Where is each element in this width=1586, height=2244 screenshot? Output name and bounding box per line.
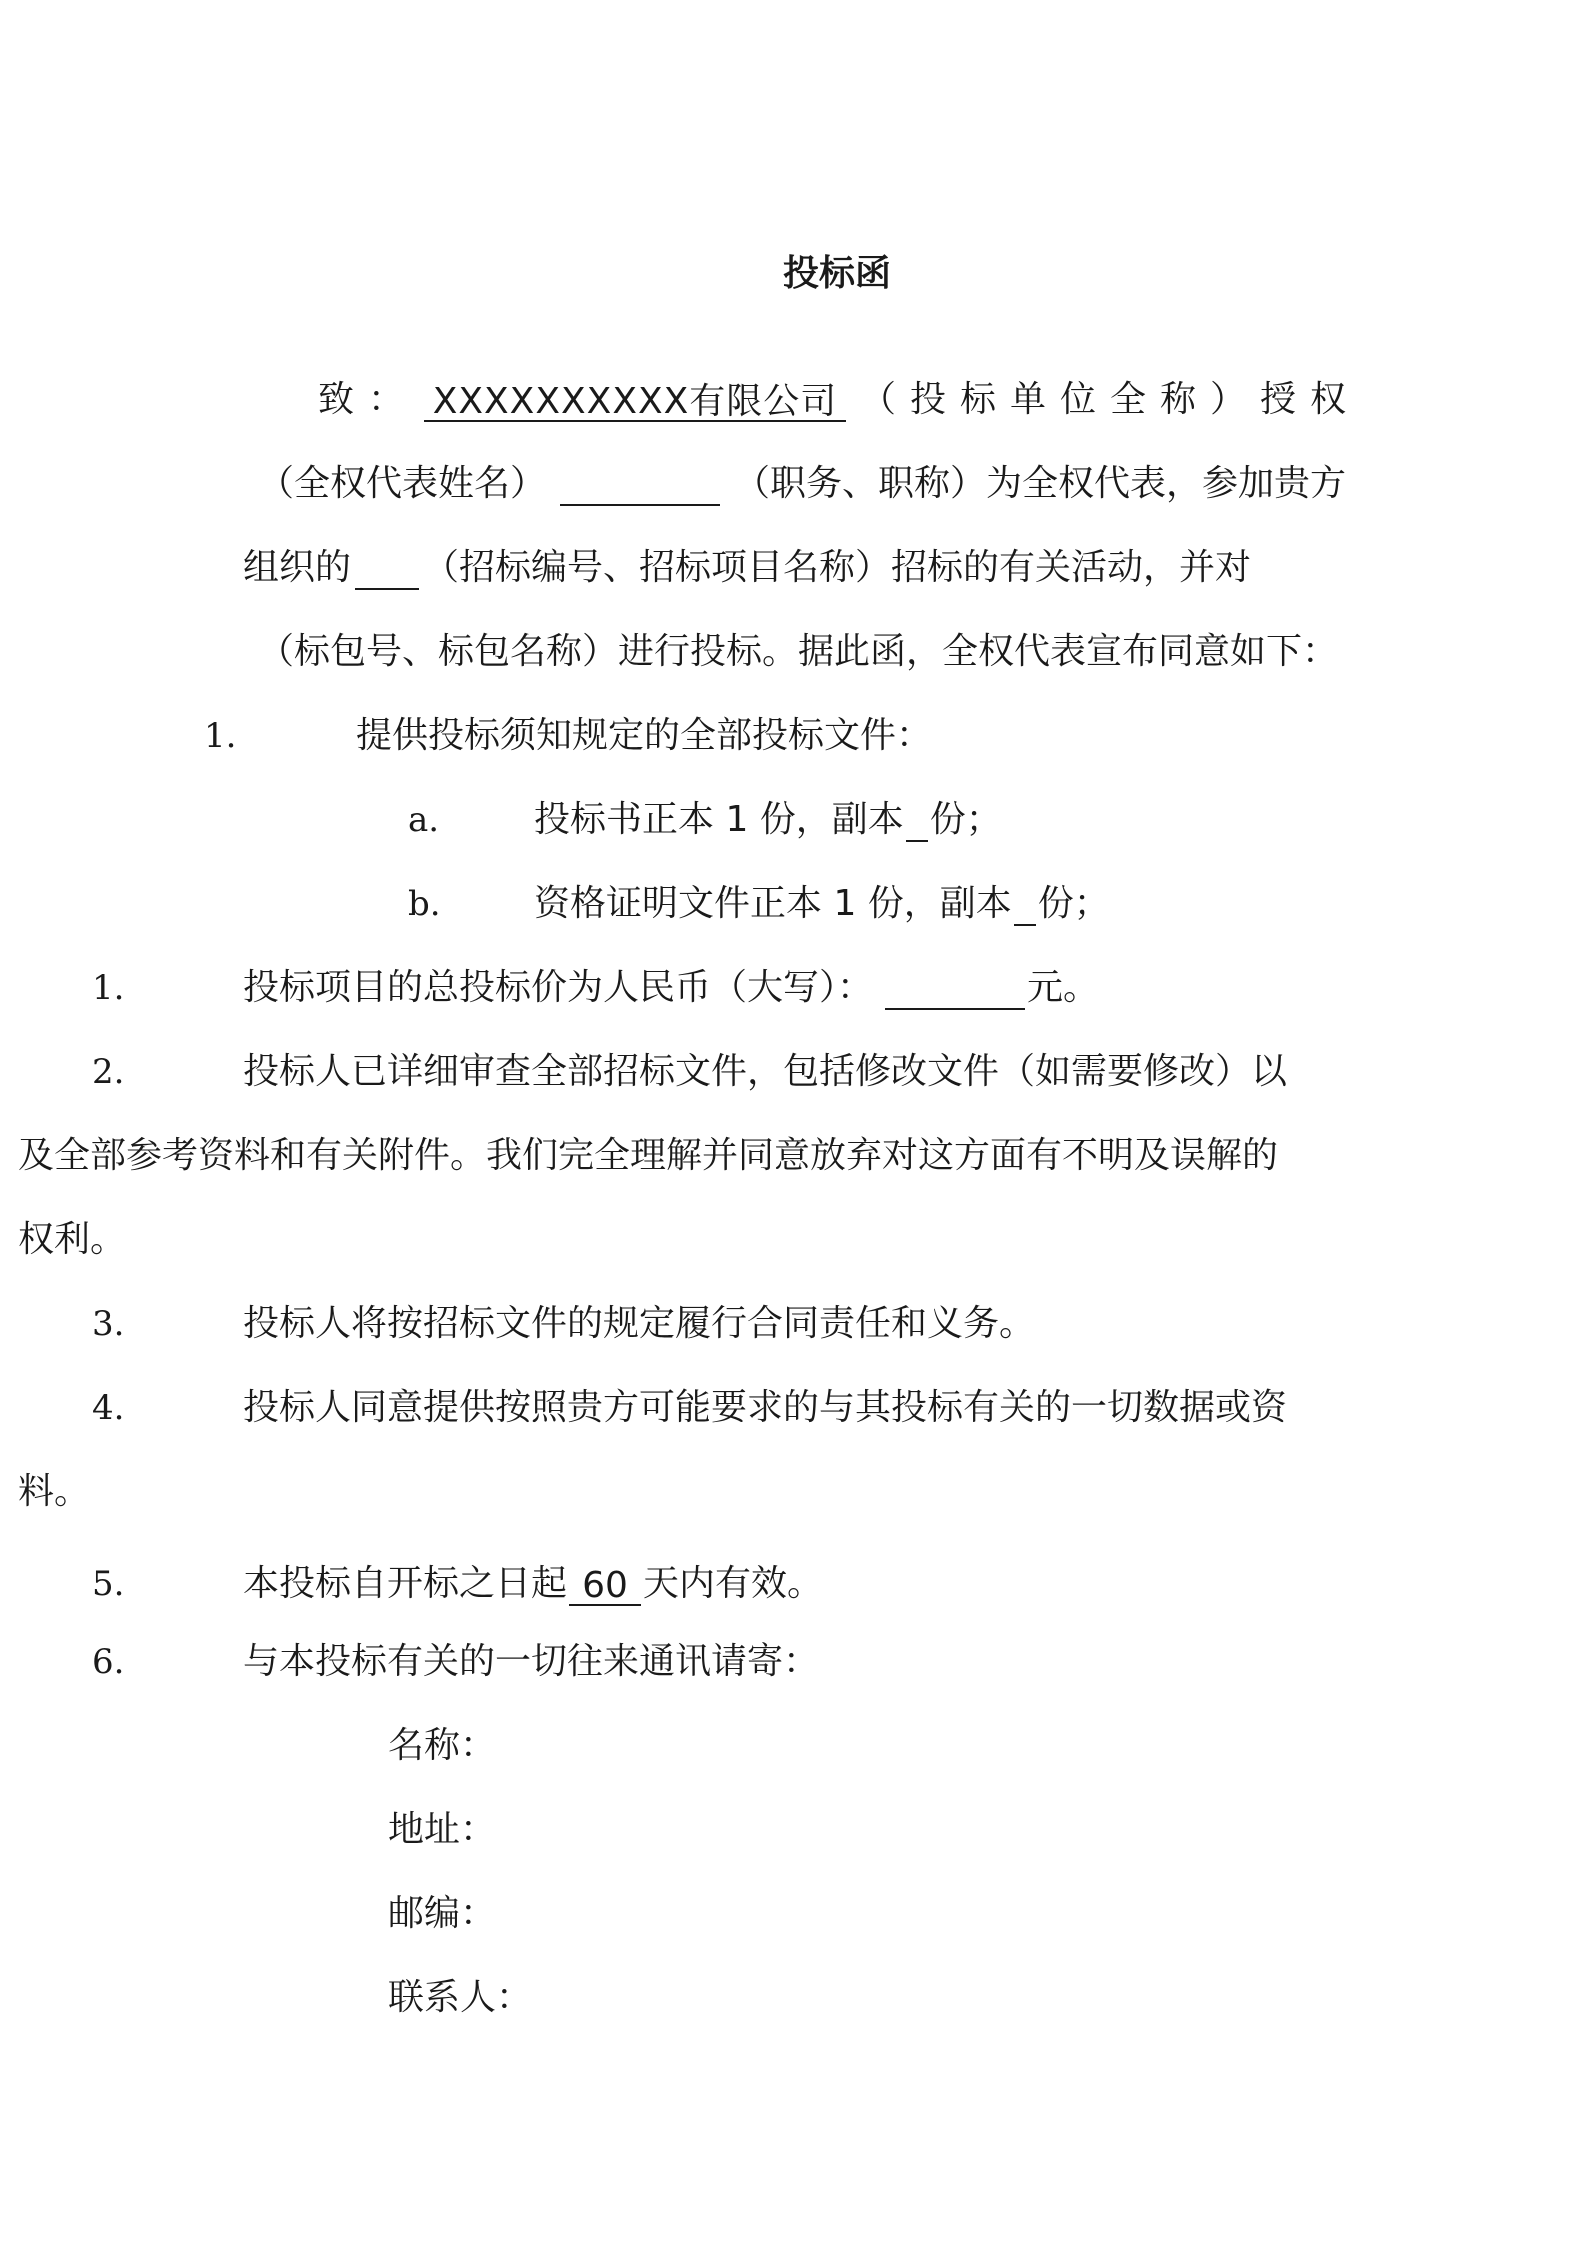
item-2-line-1: 投标人已详细审查全部招标文件，包括修改文件（如需要修改）以 [243, 1051, 1288, 1092]
item-1 [243, 966, 1099, 1010]
subitem-b-before: 资格证明文件正本 1 份，副本 [534, 883, 1012, 924]
item-5-number: 5. [92, 1564, 125, 1604]
intro-line-1-after: （投标单位全称）授权 [859, 379, 1360, 420]
item-5-after: 天内有效。 [643, 1563, 824, 1604]
subitem-a-letter: a. [408, 800, 440, 840]
subitem-b [534, 882, 1110, 926]
document-title: 投标函 [783, 253, 892, 294]
contact-person-label: 联系人： [388, 1977, 533, 2018]
intro-line-3 [243, 546, 1251, 590]
item-2-number: 2. [92, 1052, 125, 1092]
item-1-before: 投标项目的总投标价为人民币（大写）： [243, 967, 874, 1008]
representative-name-blank [560, 464, 720, 506]
copies-blank-a [906, 800, 928, 842]
item-1-after: 元。 [1027, 967, 1100, 1008]
intro-line-1 [318, 378, 1360, 422]
intro-line-4: （标包号、标包名称）进行投标。据此函，全权代表宣布同意如下： [258, 631, 1339, 672]
subitem-b-after: 份； [1037, 883, 1110, 924]
company-name-field: XXXXXXXXXX有限公司 [424, 380, 846, 422]
intro-line-3-before: 组织的 [243, 547, 352, 588]
subitem-a [534, 798, 1002, 842]
tender-number-blank [355, 548, 419, 590]
intro-line-3-after: （招标编号、招标项目名称）招标的有关活动，并对 [423, 547, 1252, 588]
item-top-number: 1. [204, 716, 237, 756]
item-3-text: 投标人将按招标文件的规定履行合同责任和义务。 [243, 1303, 1036, 1344]
contact-postcode-label: 邮编： [388, 1893, 497, 1934]
item-6-text: 与本投标有关的一切往来通讯请寄： [243, 1641, 820, 1682]
subitem-a-before: 投标书正本 1 份，副本 [534, 799, 904, 840]
item-6-number: 6. [92, 1642, 125, 1682]
validity-days-field: 60 [569, 1564, 641, 1606]
to-label: 致： [318, 379, 419, 420]
item-5-before: 本投标自开标之日起 [243, 1563, 568, 1604]
item-5 [243, 1562, 823, 1606]
contact-address-label: 地址： [388, 1809, 497, 1850]
item-1-number: 1. [92, 968, 125, 1008]
intro-line-2-before: （全权代表姓名） [258, 463, 547, 504]
subitem-b-letter: b. [408, 884, 441, 924]
item-top-text: 提供投标须知规定的全部投标文件： [356, 715, 933, 756]
copies-blank-b [1014, 884, 1036, 926]
contact-name-label: 名称： [388, 1725, 497, 1766]
total-price-blank [885, 968, 1025, 1010]
item-2-line-2: 及全部参考资料和有关附件。我们完全理解并同意放弃对这方面有不明及误解的 [18, 1135, 1279, 1176]
intro-line-2 [258, 462, 1346, 506]
item-3-number: 3. [92, 1304, 125, 1344]
item-4-line-1: 投标人同意提供按照贵方可能要求的与其投标有关的一切数据或资 [243, 1387, 1288, 1428]
intro-line-2-after: （职务、职称）为全权代表，参加贵方 [734, 463, 1347, 504]
item-4-number: 4. [92, 1388, 125, 1428]
item-2-line-3: 权利。 [18, 1219, 127, 1260]
item-4-line-2: 料。 [18, 1471, 91, 1512]
subitem-a-after: 份； [929, 799, 1002, 840]
